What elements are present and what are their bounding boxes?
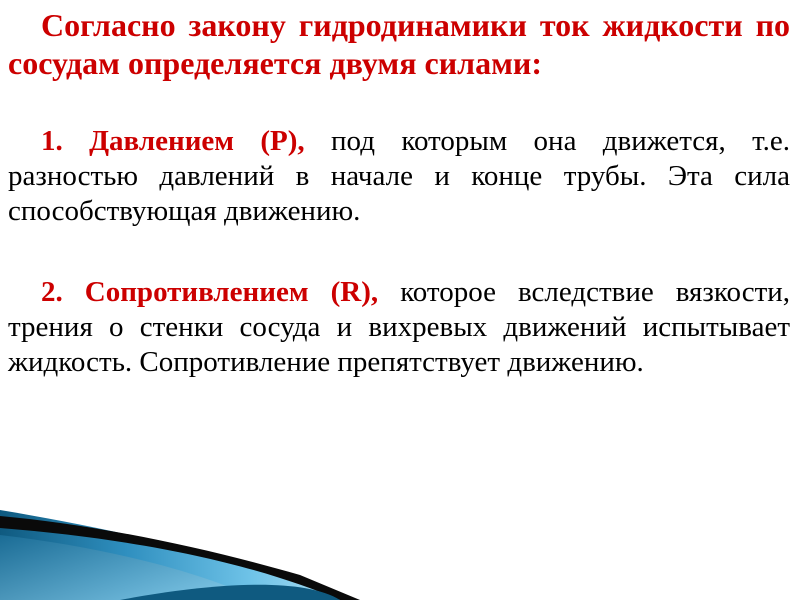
item-lead-pressure: 1. Давлением (Р), xyxy=(41,125,305,157)
slide-content xyxy=(8,0,790,380)
wave-black-line xyxy=(0,516,360,600)
list-item-resistance xyxy=(8,275,790,380)
slide-heading: Согласно закону гидродинамики ток жидкости по сосудам определяется двумя силами: xyxy=(8,7,790,81)
wave-light-band xyxy=(0,535,260,600)
item-lead-resistance: 2. Сопротивлением (R), xyxy=(41,276,379,308)
wave-blue-shape xyxy=(0,510,360,600)
list-item-pressure xyxy=(8,124,790,229)
wave-dark-accent xyxy=(120,585,340,600)
item-text-resistance: которое вследствие вязкости, трения о стенки сосуда и вихревых движений испытывает жидкость. Сопротивление препятствует движению. xyxy=(8,276,791,378)
item-text-pressure: под которым она движется, т.е. разностью давлений в начале и конце трубы. Эта сила способствующая движению. xyxy=(8,125,790,227)
